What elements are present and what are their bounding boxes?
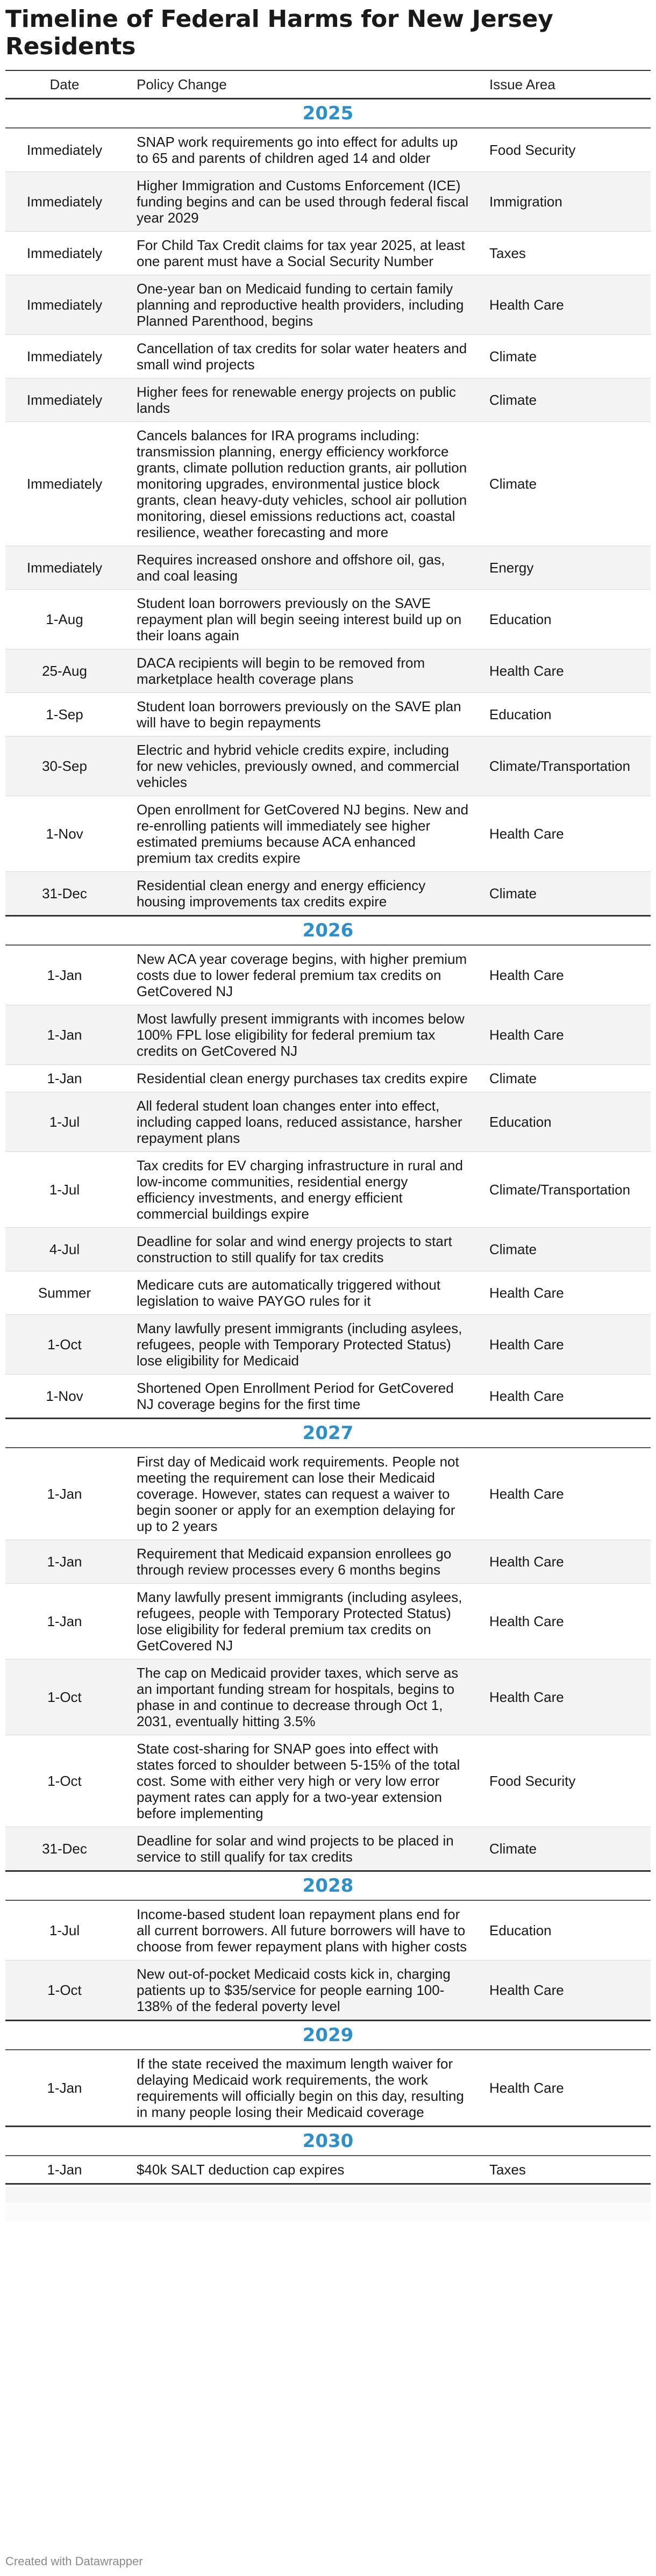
date-cell: 1-Jul	[5, 1152, 124, 1228]
table-row	[5, 422, 651, 546]
policy-cell: Many lawfully present immigrants (including asylees, refugees, people with Temporary Protected Status) lose eligibility for Medicaid	[124, 1315, 479, 1375]
table-row	[5, 649, 651, 693]
empty-stripe-row	[5, 2205, 651, 2221]
policy-cell: For Child Tax Credit claims for tax year 2025, at least one parent must have a Social Security Number	[124, 232, 479, 275]
date-cell: 1-Oct	[5, 1735, 124, 1827]
table-row	[5, 232, 651, 275]
table-row	[5, 2156, 651, 2184]
table-row	[5, 796, 651, 872]
issue-area-cell: Climate/Transportation	[479, 1152, 651, 1228]
table-row	[5, 945, 651, 1005]
issue-area-cell: Health Care	[479, 796, 651, 872]
policy-cell: Deadline for solar and wind energy projects to start construction to still qualify for tax credits	[124, 1228, 479, 1271]
table-body	[5, 99, 651, 2184]
issue-area-cell: Climate/Transportation	[479, 736, 651, 796]
date-cell: 1-Jan	[5, 2156, 124, 2184]
date-cell: 1-Jan	[5, 1005, 124, 1065]
policy-cell: Electric and hybrid vehicle credits expire, including for new vehicles, previously owned, and commercial vehicles	[124, 736, 479, 796]
policy-cell: SNAP work requirements go into effect for adults up to 65 and parents of children aged 14 and older	[124, 128, 479, 172]
issue-area-cell: Taxes	[479, 232, 651, 275]
issue-area-cell: Education	[479, 693, 651, 736]
issue-area-cell: Health Care	[479, 1448, 651, 1540]
issue-area-cell: Health Care	[479, 275, 651, 335]
table-row	[5, 1092, 651, 1152]
timeline-table-wrapper	[5, 71, 651, 2185]
issue-area-cell: Education	[479, 590, 651, 649]
date-cell: 1-Jan	[5, 2050, 124, 2127]
date-cell: Immediately	[5, 275, 124, 335]
policy-cell: DACA recipients will begin to be removed from marketplace health coverage plans	[124, 649, 479, 693]
date-cell: Immediately	[5, 378, 124, 422]
table-row	[5, 693, 651, 736]
table-row	[5, 1005, 651, 1065]
timeline-table	[5, 71, 651, 2185]
table-row	[5, 590, 651, 649]
date-cell: 25-Aug	[5, 649, 124, 693]
date-cell: 31-Dec	[5, 872, 124, 916]
year-heading: 2025	[5, 99, 651, 128]
issue-area-cell: Immigration	[479, 172, 651, 232]
table-row	[5, 2050, 651, 2127]
date-cell: 31-Dec	[5, 1827, 124, 1871]
table-row	[5, 378, 651, 422]
year-heading: 2026	[5, 916, 651, 946]
issue-area-cell: Climate	[479, 1228, 651, 1271]
date-cell: 4-Jul	[5, 1228, 124, 1271]
issue-area-cell: Health Care	[479, 1960, 651, 2021]
policy-cell: One-year ban on Medicaid funding to certain family planning and reproductive health providers, including Planned Parenthood, begins	[124, 275, 479, 335]
table-row	[5, 1827, 651, 1871]
policy-cell: Student loan borrowers previously on the SAVE plan will have to begin repayments	[124, 693, 479, 736]
year-heading-row	[5, 2021, 651, 2050]
date-cell: 1-Jan	[5, 1065, 124, 1092]
date-cell: 1-Aug	[5, 590, 124, 649]
date-cell: Immediately	[5, 422, 124, 546]
year-heading: 2027	[5, 1419, 651, 1448]
issue-area-cell: Health Care	[479, 1584, 651, 1659]
policy-cell: If the state received the maximum length waiver for delaying Medicaid work requirements, the work requirements will officially begin on this day, resulting in many people losing their Medicaid coverage	[124, 2050, 479, 2127]
table-row	[5, 1448, 651, 1540]
date-cell: Immediately	[5, 232, 124, 275]
date-cell: 1-Jan	[5, 945, 124, 1005]
page-title: Timeline of Federal Harms for New Jersey Residents	[5, 5, 553, 60]
column-header-policy[interactable]: Policy Change	[124, 71, 479, 99]
table-header	[5, 71, 651, 99]
policy-cell: Shortened Open Enrollment Period for GetCovered NJ coverage begins for the first time	[124, 1375, 479, 1419]
policy-cell: Residential clean energy and energy efficiency housing improvements tax credits expire	[124, 872, 479, 916]
policy-cell: All federal student loan changes enter into effect, including capped loans, reduced assistance, harsher repayment plans	[124, 1092, 479, 1152]
date-cell: 1-Oct	[5, 1659, 124, 1735]
table-row	[5, 1375, 651, 1419]
date-cell: 1-Nov	[5, 1375, 124, 1419]
datawrapper-credit[interactable]: Created with Datawrapper	[5, 2554, 143, 2568]
table-row	[5, 1152, 651, 1228]
issue-area-cell: Health Care	[479, 1005, 651, 1065]
header-row	[5, 71, 651, 99]
policy-cell: Residential clean energy purchases tax credits expire	[124, 1065, 479, 1092]
policy-cell: New out-of-pocket Medicaid costs kick in, charging patients up to $35/service for people earning 100-138% of the federal poverty level	[124, 1960, 479, 2021]
issue-area-cell: Climate	[479, 422, 651, 546]
issue-area-cell: Health Care	[479, 649, 651, 693]
policy-cell: The cap on Medicaid provider taxes, which serve as an important funding stream for hospitals, begins to phase in and continue to decrease through Oct 1, 2031, eventually hitting 3.5%	[124, 1659, 479, 1735]
date-cell: Summer	[5, 1271, 124, 1315]
date-cell: 1-Oct	[5, 1315, 124, 1375]
table-row	[5, 1315, 651, 1375]
table-row	[5, 1540, 651, 1584]
column-header-date[interactable]: Date	[5, 71, 124, 99]
issue-area-cell: Health Care	[479, 1271, 651, 1315]
issue-area-cell: Health Care	[479, 1315, 651, 1375]
policy-cell: Medicare cuts are automatically triggered without legislation to waive PAYGO rules for it	[124, 1271, 479, 1315]
table-row	[5, 1271, 651, 1315]
issue-area-cell: Food Security	[479, 1735, 651, 1827]
year-heading-row	[5, 99, 651, 128]
column-header-area[interactable]: Issue Area	[479, 71, 651, 99]
issue-area-cell: Climate	[479, 872, 651, 916]
issue-area-cell: Food Security	[479, 128, 651, 172]
issue-area-cell: Climate	[479, 1827, 651, 1871]
policy-cell: Most lawfully present immigrants with incomes below 100% FPL lose eligibility for federal premium tax credits on GetCovered NJ	[124, 1005, 479, 1065]
policy-cell: Cancellation of tax credits for solar water heaters and small wind projects	[124, 335, 479, 378]
policy-cell: Open enrollment for GetCovered NJ begins. New and re-enrolling patients will immediately see higher estimated premiums because ACA enhanced premium tax credits expire	[124, 796, 479, 872]
table-row	[5, 1584, 651, 1659]
issue-area-cell: Health Care	[479, 2050, 651, 2127]
policy-cell: $40k SALT deduction cap expires	[124, 2156, 479, 2184]
issue-area-cell: Health Care	[479, 945, 651, 1005]
year-heading: 2029	[5, 2021, 651, 2050]
issue-area-cell: Climate	[479, 1065, 651, 1092]
policy-cell: Requirement that Medicaid expansion enrollees go through review processes every 6 months begins	[124, 1540, 479, 1584]
year-heading-row	[5, 916, 651, 946]
policy-cell: New ACA year coverage begins, with higher premium costs due to lower federal premium tax credits on GetCovered NJ	[124, 945, 479, 1005]
date-cell: Immediately	[5, 546, 124, 590]
issue-area-cell: Climate	[479, 335, 651, 378]
table-row	[5, 128, 651, 172]
table-row	[5, 1735, 651, 1827]
year-heading: 2030	[5, 2127, 651, 2156]
issue-area-cell: Health Care	[479, 1659, 651, 1735]
date-cell: Immediately	[5, 172, 124, 232]
table-row	[5, 1960, 651, 2021]
issue-area-cell: Energy	[479, 546, 651, 590]
table-row	[5, 872, 651, 916]
issue-area-cell: Education	[479, 1900, 651, 1960]
issue-area-cell: Health Care	[479, 1540, 651, 1584]
table-row	[5, 736, 651, 796]
year-heading: 2028	[5, 1871, 651, 1901]
table-row	[5, 546, 651, 590]
policy-cell: Income-based student loan repayment plans end for all current borrowers. All future borrowers will have to choose from fewer repayment plans with higher costs	[124, 1900, 479, 1960]
policy-cell: First day of Medicaid work requirements. People not meeting the requirement can lose their Medicaid coverage. However, states can request a waiver to begin sooner or apply for an exemption delaying for up to 2 years	[124, 1448, 479, 1540]
policy-cell: Requires increased onshore and offshore oil, gas, and coal leasing	[124, 546, 479, 590]
policy-cell: Higher Immigration and Customs Enforcement (ICE) funding begins and can be used through federal fiscal year 2029	[124, 172, 479, 232]
table-row	[5, 335, 651, 378]
policy-cell: Many lawfully present immigrants (including asylees, refugees, people with Temporary Protected Status) lose eligibility for federal premium tax credits on GetCovered NJ	[124, 1584, 479, 1659]
date-cell: 1-Jan	[5, 1584, 124, 1659]
date-cell: 1-Jan	[5, 1448, 124, 1540]
date-cell: 1-Jan	[5, 1540, 124, 1584]
table-row	[5, 1900, 651, 1960]
date-cell: 1-Oct	[5, 1960, 124, 2021]
year-heading-row	[5, 1871, 651, 1901]
date-cell: Immediately	[5, 335, 124, 378]
table-row	[5, 1065, 651, 1092]
policy-cell: Higher fees for renewable energy projects on public lands	[124, 378, 479, 422]
date-cell: 30-Sep	[5, 736, 124, 796]
year-heading-row	[5, 1419, 651, 1448]
issue-area-cell: Taxes	[479, 2156, 651, 2184]
policy-cell: Deadline for solar and wind projects to be placed in service to still qualify for tax credits	[124, 1827, 479, 1871]
date-cell: 1-Sep	[5, 693, 124, 736]
table-row	[5, 275, 651, 335]
empty-stripe-row	[5, 2187, 651, 2203]
date-cell: 1-Jul	[5, 1092, 124, 1152]
year-heading-row	[5, 2127, 651, 2156]
table-row	[5, 1659, 651, 1735]
date-cell: Immediately	[5, 128, 124, 172]
table-row	[5, 1228, 651, 1271]
policy-cell: Tax credits for EV charging infrastructure in rural and low-income communities, residential energy efficiency investments, and energy efficient commercial buildings expire	[124, 1152, 479, 1228]
issue-area-cell: Climate	[479, 378, 651, 422]
issue-area-cell: Health Care	[479, 1375, 651, 1419]
policy-cell: State cost-sharing for SNAP goes into effect with states forced to shoulder between 5-15% of the total cost. Some with either very high or very low error payment rates can apply for a two-year extension before implementing	[124, 1735, 479, 1827]
table-row	[5, 172, 651, 232]
date-cell: 1-Jul	[5, 1900, 124, 1960]
policy-cell: Cancels balances for IRA programs including: transmission planning, energy efficiency workforce grants, climate pollution reduction grants, air pollution monitoring upgrades, environmental justice block grants, clean heavy-duty vehicles, school air pollution monitoring, diesel emissions reductions act, coastal resilience, weather forecasting and more	[124, 422, 479, 546]
policy-cell: Student loan borrowers previously on the SAVE repayment plan will begin seeing interest build up on their loans again	[124, 590, 479, 649]
date-cell: 1-Nov	[5, 796, 124, 872]
issue-area-cell: Education	[479, 1092, 651, 1152]
